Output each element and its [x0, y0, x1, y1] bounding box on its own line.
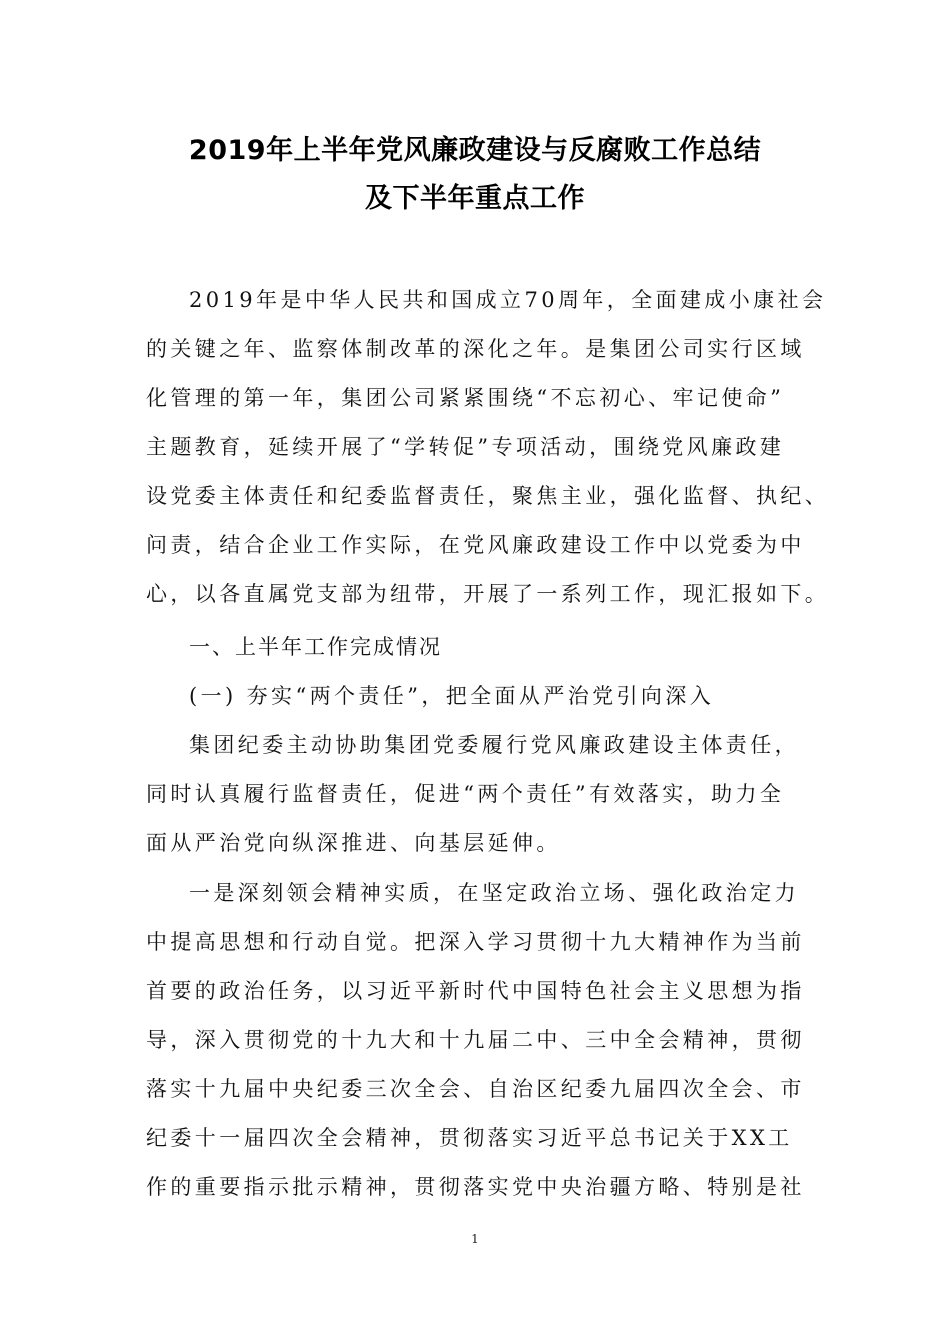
paragraph-1-line: 主题教育，延续开展了“学转促”专项活动，围绕党风廉政建	[146, 435, 785, 459]
paragraph-3-line: 一是深刻领会精神实质，在坚定政治立场、强化政治定力	[189, 881, 799, 905]
paragraph-3-line: 落实十九届中央纪委三次全会、自治区纪委九届四次全会、市	[146, 1077, 805, 1101]
paragraph-2-line: 集团纪委主动协助集团党委履行党风廉政建设主体责任，	[189, 733, 799, 757]
paragraph-3-line: 导，深入贯彻党的十九大和十九届二中、三中全会精神，贯彻	[146, 1028, 805, 1052]
paragraph-2-line: 面从严治党向纵深推进、向基层延伸。	[146, 831, 561, 855]
paragraph-3-line: 中提高思想和行动自觉。把深入学习贯彻十九大精神作为当前	[146, 930, 805, 954]
paragraph-3-line: 首要的政治任务，以习近平新时代中国特色社会主义思想为指	[146, 979, 805, 1003]
paragraph-1-line: 设党委主体责任和纪委监督责任，聚焦主业，强化监督、执纪、	[146, 484, 830, 508]
section-heading: 一、上半年工作完成情况	[189, 635, 442, 659]
paragraph-1-line: 化管理的第一年，集团公司紧紧围绕“不忘初心、牢记使命”	[146, 386, 785, 410]
paragraph-3-line: 作的重要指示批示精神，贯彻落实党中央治疆方略、特别是社	[146, 1175, 805, 1199]
subsection-heading: (一) 夯实“两个责任”，把全面从严治党引向深入	[189, 684, 715, 708]
paragraph-1-line: 的关键之年、监察体制改革的深化之年。是集团公司实行区域	[146, 337, 805, 361]
document-title-line-2: 及下半年重点工作	[365, 183, 585, 214]
page-number: 1	[471, 1232, 479, 1246]
paragraph-3-line: 纪委十一届四次全会精神，贯彻落实习近平总书记关于XX工	[146, 1126, 793, 1150]
paragraph-1-line: 2019年是中华人民共和国成立70周年，全面建成小康社会	[189, 288, 827, 312]
paragraph-1-line: 问责，结合企业工作实际，在党风廉政建设工作中以党委为中	[146, 533, 805, 557]
document-title-line-1: 2019年上半年党风廉政建设与反腐败工作总结	[188, 135, 762, 166]
paragraph-2-line: 同时认真履行监督责任，促进“两个责任”有效落实，助力全	[146, 782, 785, 806]
paragraph-1-line: 心，以各直属党支部为纽带，开展了一系列工作，现汇报如下。	[146, 582, 830, 606]
